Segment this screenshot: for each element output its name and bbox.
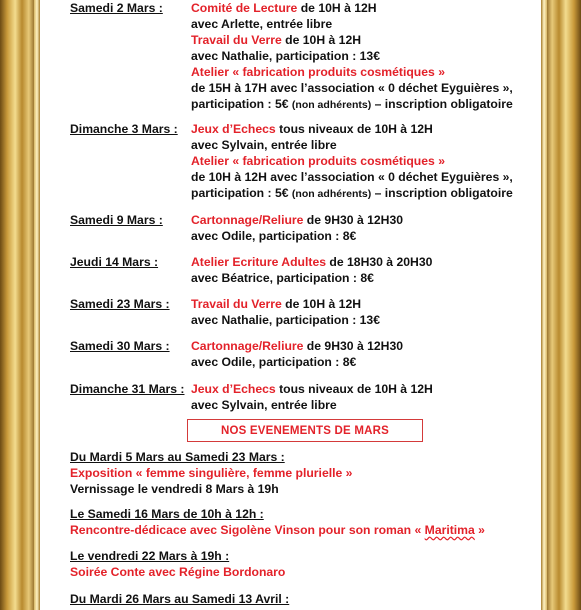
program-line — [191, 296, 361, 312]
text-segment: participation : 5€ — [191, 186, 292, 200]
text-segment: Atelier « fabrication produits cosmétiques » — [191, 65, 445, 79]
event-heading: Le vendredi 22 Mars à 19h : — [70, 549, 230, 563]
text-segment: (non adhérents) — [291, 188, 372, 200]
program-line — [191, 228, 356, 244]
program-line — [191, 64, 445, 80]
text-segment: participation : 5€ — [191, 97, 292, 111]
gold-frame-right — [541, 0, 581, 610]
program-line — [191, 121, 433, 137]
program-line — [191, 312, 380, 328]
program-line — [191, 153, 445, 169]
program-line — [191, 381, 433, 397]
text-segment: Exposition « femme singulière, femme plurielle » — [70, 466, 353, 480]
event-heading: Du Mardi 5 Mars au Samedi 23 Mars : — [70, 450, 285, 464]
program-line — [191, 32, 361, 48]
text-segment: Cartonnage/Reliure — [191, 213, 304, 227]
gold-frame-left — [0, 0, 40, 610]
text-segment: Comité de Lecture — [191, 1, 298, 15]
events-title: NOS EVENEMENTS DE MARS — [221, 424, 389, 437]
program-date: Dimanche 31 Mars : — [70, 382, 185, 396]
text-segment: Travail du Verre — [191, 297, 282, 311]
program-line — [191, 80, 513, 96]
program-date: Samedi 2 Mars : — [70, 1, 163, 15]
program-line — [191, 397, 337, 413]
event-line — [70, 522, 485, 538]
text-segment: avec Odile, participation : 8€ — [191, 229, 357, 243]
text-segment: Atelier « fabrication produits cosmétiques » — [191, 154, 445, 168]
program-line — [191, 137, 337, 153]
program-line — [191, 48, 380, 64]
program-line — [191, 270, 374, 286]
text-segment: – inscription obligatoire — [371, 186, 513, 200]
text-segment: Jeux d’Echecs — [191, 122, 276, 136]
program-line — [191, 96, 513, 112]
text-segment: de 9H30 à 12H30 — [303, 213, 404, 227]
text-segment: Travail du Verre — [191, 33, 282, 47]
text-segment: de 15H à 17H avec l’association « 0 déchet Eyguières », — [191, 81, 513, 95]
program-date: Samedi 30 Mars : — [70, 339, 170, 353]
text-segment: de 10H à 12H — [281, 33, 362, 47]
text-segment: avec Odile, participation : 8€ — [191, 355, 357, 369]
program-line — [191, 254, 432, 270]
program-line — [191, 212, 403, 228]
program-date: Samedi 9 Mars : — [70, 213, 163, 227]
text-segment: tous niveaux de 10H à 12H — [275, 382, 433, 396]
events-title-box — [187, 419, 423, 442]
text-segment: avec Béatrice, participation : 8€ — [191, 271, 374, 285]
text-segment: Rencontre-dédicace avec Sigolène Vinson pour son roman « — [70, 523, 425, 537]
text-segment: – inscription obligatoire — [371, 97, 513, 111]
program-line — [191, 0, 377, 16]
text-segment: de 10H à 12H avec l’association « 0 déchet Eyguières », — [191, 170, 513, 184]
event-heading: Le Samedi 16 Mars de 10h à 12h : — [70, 507, 264, 521]
text-segment: tous niveaux de 10H à 12H — [275, 122, 433, 136]
text-segment: (non adhérents) — [291, 99, 372, 111]
program-line — [191, 354, 356, 370]
text-segment: avec Nathalie, participation : 13€ — [191, 313, 380, 327]
program-date: Samedi 23 Mars : — [70, 297, 170, 311]
program-line — [191, 185, 513, 201]
text-segment: avec Arlette, entrée libre — [191, 17, 333, 31]
program-line — [191, 338, 403, 354]
program-line — [191, 169, 513, 185]
flyer-content — [40, 0, 541, 610]
text-segment: Atelier Ecriture Adultes — [191, 255, 327, 269]
event-line — [70, 465, 352, 481]
text-segment: de 9H30 à 12H30 — [303, 339, 404, 353]
program-line — [191, 16, 332, 32]
text-segment: » — [474, 523, 485, 537]
text-segment: de 10H à 12H — [297, 1, 377, 15]
text-segment: de 18H30 à 20H30 — [326, 255, 433, 269]
program-date: Dimanche 3 Mars : — [70, 122, 178, 136]
program-date: Jeudi 14 Mars : — [70, 255, 159, 269]
text-segment: avec Sylvain, entrée libre — [191, 138, 337, 152]
text-segment: Jeux d’Echecs — [191, 382, 276, 396]
event-line — [70, 564, 285, 580]
text-segment: avec Sylvain, entrée libre — [191, 398, 337, 412]
text-segment: Soirée Conte avec Régine Bordonaro — [70, 565, 286, 579]
text-segment: de 10H à 12H — [281, 297, 362, 311]
text-segment: Maritima — [424, 523, 475, 537]
text-segment: Cartonnage/Reliure — [191, 339, 304, 353]
event-heading: Du Mardi 26 Mars au Samedi 13 Avril : — [70, 592, 290, 606]
text-segment: Vernissage le vendredi 8 Mars à 19h — [70, 482, 279, 496]
text-segment: avec Nathalie, participation : 13€ — [191, 49, 380, 63]
event-line — [70, 481, 279, 497]
